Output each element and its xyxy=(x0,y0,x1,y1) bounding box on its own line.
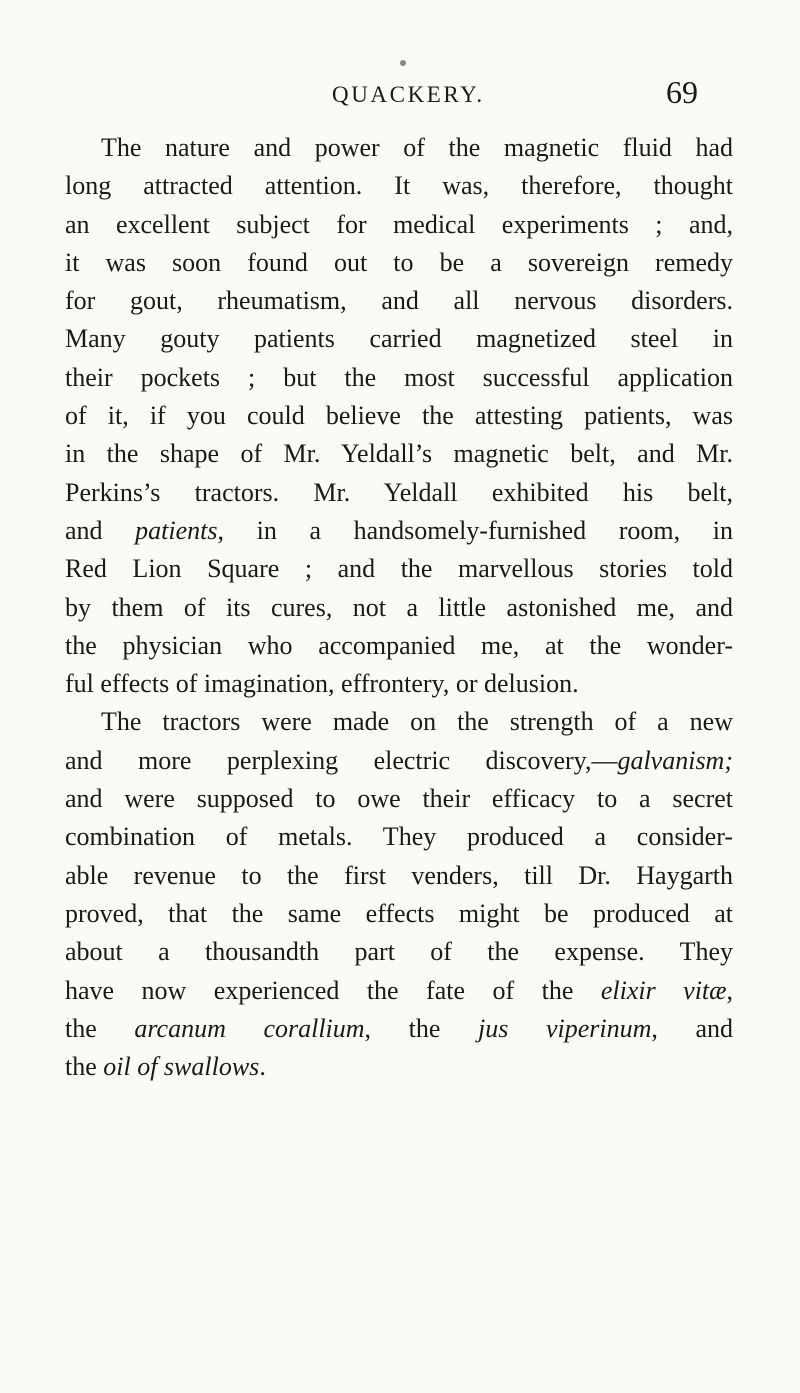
text-line: combination of metals. They produced a consider- xyxy=(65,822,733,852)
text-line: proved, that the same effects might be produced at xyxy=(65,898,733,928)
text-line xyxy=(65,1048,733,1086)
text-run: the xyxy=(65,1052,104,1082)
text-line: about a thousandth part of the expense. They xyxy=(65,937,733,967)
text-run: , and xyxy=(651,1013,734,1043)
text-line: in the shape of Mr. Yeldall’s magnetic belt, and Mr. xyxy=(65,439,733,469)
body-text xyxy=(65,129,733,1086)
text-run: and more perplexing electric discovery,— xyxy=(65,745,618,775)
text-line xyxy=(65,512,733,550)
text-run: and xyxy=(65,515,136,545)
text-line: Many gouty patients carried magnetized steel in xyxy=(65,324,733,354)
text-line xyxy=(65,972,733,1010)
printer-mark-dot xyxy=(400,60,406,66)
text-line: their pockets ; but the most successful application xyxy=(65,362,733,392)
italic-phrase: arcanum corallium xyxy=(134,1013,365,1043)
text-line: and were supposed to owe their efficacy to a secret xyxy=(65,784,733,814)
text-line: able revenue to the first venders, till Dr. Haygarth xyxy=(65,860,733,890)
text-line: ful effects of imagination, effrontery, or delusion. xyxy=(65,669,579,699)
text-line: an excellent subject for medical experiments ; and, xyxy=(65,209,733,239)
text-line: for gout, rheumatism, and all nervous disorders. xyxy=(65,286,733,316)
text-line: the physician who accompanied me, at the wonder- xyxy=(65,630,733,660)
text-run: , xyxy=(726,975,733,1005)
text-run: have now experienced the fate of the xyxy=(65,975,601,1005)
text-line: The nature and power of the magnetic fluid had xyxy=(101,133,733,162)
running-head: QUACKERY. xyxy=(332,82,485,107)
italic-phrase: oil of swallows xyxy=(103,1052,260,1082)
text-run: . xyxy=(259,1052,266,1082)
page-number: 69 xyxy=(666,74,698,110)
text-run: , the xyxy=(364,1013,479,1043)
text-line: by them of its cures, not a little astonished me, and xyxy=(65,592,733,622)
italic-phrase: galvanism; xyxy=(617,745,733,775)
italic-phrase: elixir vitæ xyxy=(600,975,727,1005)
text-line: Perkins’s tractors. Mr. Yeldall exhibited his belt, xyxy=(65,477,733,507)
text-line: it was soon found out to be a sovereign remedy xyxy=(65,247,733,277)
text-line: of it, if you could believe the attesting patients, was xyxy=(65,401,733,431)
text-line xyxy=(65,742,733,780)
italic-phrase: patients xyxy=(135,515,218,545)
text-line xyxy=(65,1010,733,1048)
text-line: The tractors were made on the strength of a new xyxy=(101,707,733,737)
text-run: the xyxy=(65,1013,135,1043)
text-run: , in a handsomely-furnished room, in xyxy=(217,515,733,545)
text-line: long attracted attention. It was, therefore, thought xyxy=(65,171,733,201)
text-line: Red Lion Square ; and the marvellous stories told xyxy=(65,554,733,584)
italic-phrase: jus viperinum xyxy=(478,1013,652,1043)
